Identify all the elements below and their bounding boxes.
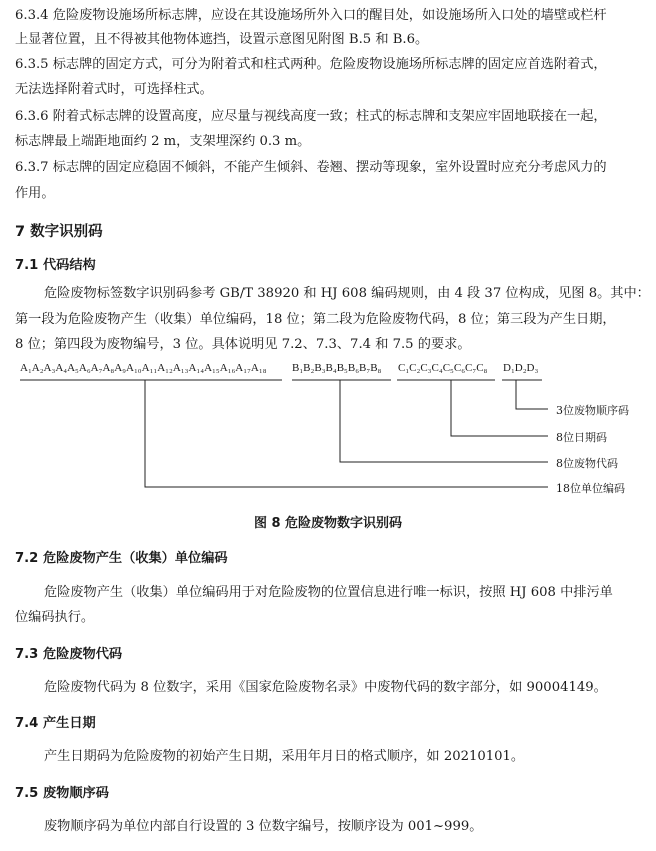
section-7-1-heading: 7.1 代码结构: [15, 258, 96, 273]
para-7-4-line1: 产生日期码为危险废物的初始产生日期，采用年月日的格式顺序，如 20210101。: [44, 749, 525, 764]
para-6-3-4-line1: 6.3.4 危险废物设施场所标志牌，应设在其设施场所外入口的醒目处，如设施场所入口处的墙壁或栏杆: [15, 8, 607, 23]
label-waste-code: 8位废物代码: [556, 457, 618, 470]
para-7-2-line1: 危险废物产生（收集）单位编码用于对危险废物的位置信息进行唯一标识，按照 HJ 608 中排污单: [44, 585, 613, 600]
para-6-3-5-line1: 6.3.5 标志牌的固定方式，可分为附着式和柱式两种。危险废物设施场所标志牌的固定应首选附着式，: [15, 57, 607, 72]
section-7-heading: 7 数字识别码: [15, 224, 103, 240]
code-segment-c: C₁C₂C₃C₄C₅C₆C₇C₈: [398, 362, 488, 374]
figure-8-caption: 图 8 危险废物数字识别码: [253, 516, 403, 531]
para-6-3-7-line1: 6.3.7 标志牌的固定应稳固不倾斜，不能产生倾斜、卷翘、摆动等现象，室外设置时应充分考虑风力的: [15, 160, 607, 175]
connector-a: [145, 380, 548, 487]
label-unit-code: 18位单位编码: [556, 482, 625, 495]
code-segment-b: B₁B₂B₃B₄B₅B₆B₇B₈: [292, 362, 382, 374]
para-6-3-6-line1: 6.3.6 附着式标志牌的设置高度，应尽量与视线高度一致；柱式的标志牌和支架应牢固地联接在一起，: [15, 109, 607, 124]
para-6-3-5-line2: 无法选择附着式时，可选择柱式。: [15, 82, 213, 97]
para-7-2-line2: 位编码执行。: [15, 610, 95, 625]
connector-b: [340, 380, 548, 462]
para-7-5-line1: 废物顺序码为单位内部自行设置的 3 位数字编号，按顺序设为 001~999。: [44, 819, 483, 834]
para-7-1-line2: 第一段为危险废物产生（收集）单位编码，18 位；第二段为危险废物代码，8 位；第三段为产生日期，: [15, 312, 616, 327]
section-7-5-heading: 7.5 废物顺序码: [15, 786, 109, 801]
para-7-3-line1: 危险废物代码为 8 位数字，采用《国家危险废物名录》中废物代码的数字部分，如 90004149。: [44, 680, 607, 695]
para-6-3-4-line2: 上显著位置，且不得被其他物体遮挡，设置示意图见附图 B.5 和 B.6。: [15, 32, 429, 47]
section-7-3-heading: 7.3 危险废物代码: [15, 647, 123, 662]
section-7-4-heading: 7.4 产生日期: [15, 716, 96, 731]
para-7-1-line3: 8 位；第四段为废物编号，3 位。具体说明见 7.2、7.3、7.4 和 7.5 的要求。: [15, 337, 471, 352]
para-7-1-line1: 危险废物标签数字识别码参考 GB/T 38920 和 HJ 608 编码规则，由 4 段 37 位构成，见图 8。其中：: [44, 286, 650, 301]
code-segment-a: A₁A₂A₃A₄A₅A₆A₇A₈A₉A₁₀A₁₁A₁₂A₁₃A₁₄A₁₅A₁₆A₁₇A₁₈: [20, 362, 267, 374]
connector-c: [451, 380, 548, 436]
para-6-3-7-line2: 作用。: [15, 186, 55, 201]
connector-d: [516, 380, 548, 409]
para-6-3-6-line2: 标志牌最上端距地面约 2 m，支架埋深约 0.3 m。: [15, 134, 311, 149]
code-segment-d: D₁D₂D₃: [503, 362, 539, 374]
label-date-code: 8位日期码: [556, 431, 607, 444]
label-sequence-code: 3位废物顺序码: [556, 404, 629, 417]
section-7-2-heading: 7.2 危险废物产生（收集）单位编码: [15, 551, 228, 566]
